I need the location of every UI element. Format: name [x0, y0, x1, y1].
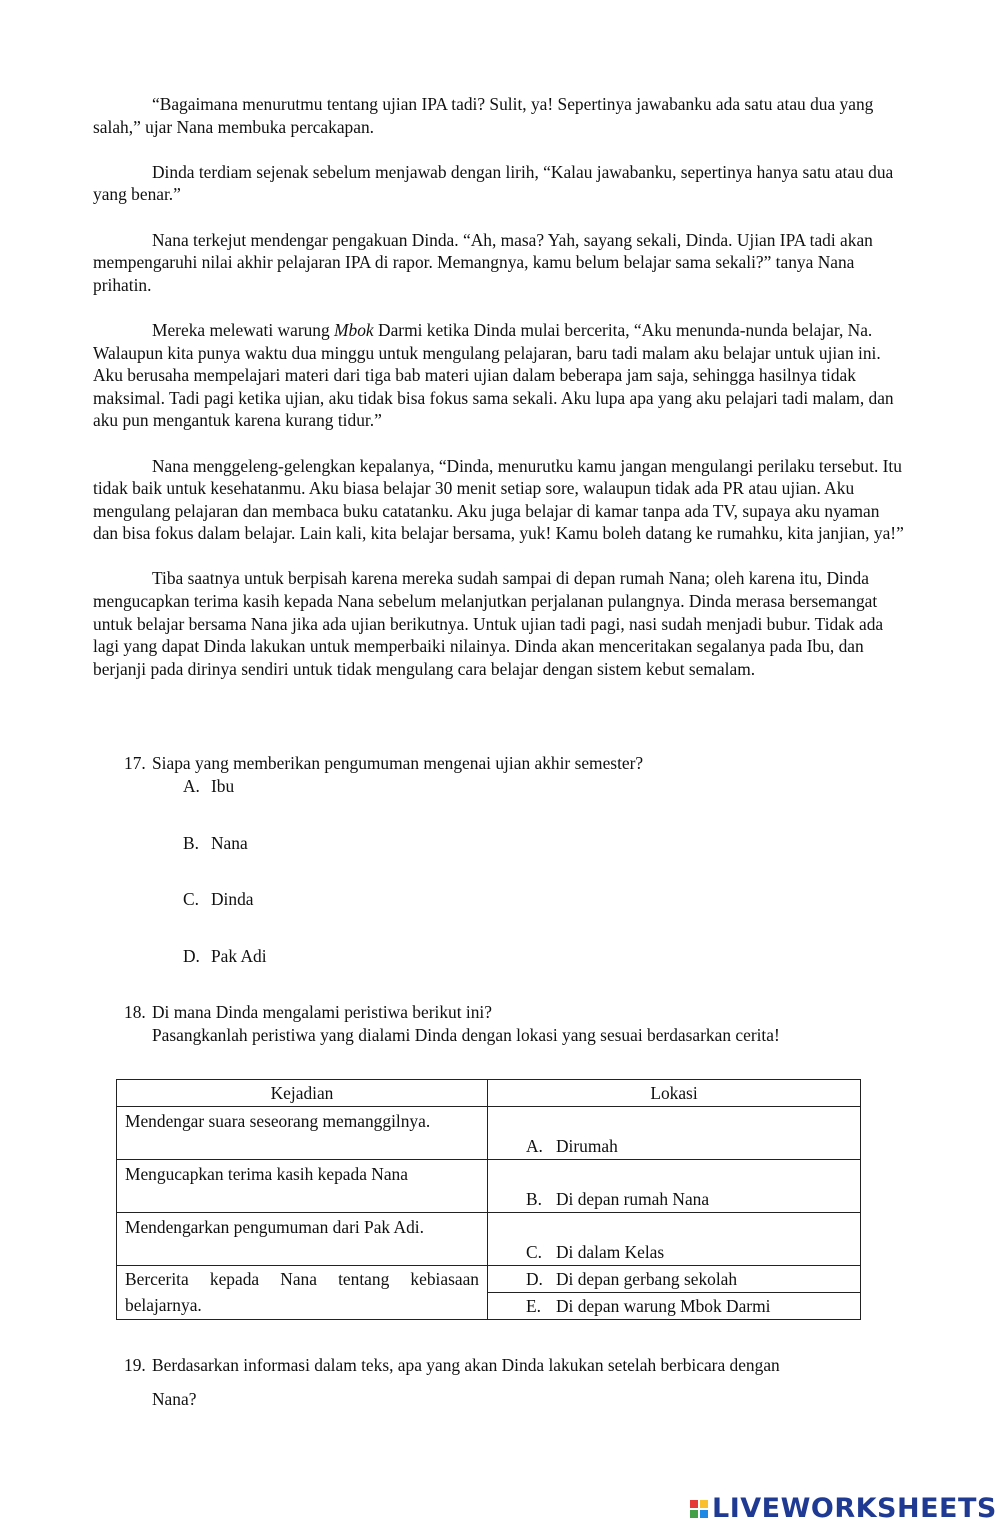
logo-block: [700, 1500, 708, 1508]
table-row: [117, 1160, 861, 1213]
option-d[interactable]: [183, 945, 267, 968]
location-e[interactable]: [488, 1293, 861, 1320]
option-text: Dinda: [211, 889, 254, 909]
location-c[interactable]: [488, 1213, 861, 1266]
event-3[interactable]: Mendengarkan pengumuman dari Pak Adi.: [117, 1213, 488, 1266]
table-row: [117, 1107, 861, 1160]
question-18-instruction: Pasangkanlah peristiwa yang dialami Dinda dengan lokasi yang sesuai berdasarkan cerita!: [152, 1025, 780, 1045]
event-2[interactable]: Mengucapkan terima kasih kepada Nana: [117, 1160, 488, 1213]
location-text: Di depan warung Mbok Darmi: [556, 1296, 771, 1316]
logo-block: [690, 1510, 698, 1518]
logo-text: LIVEWORKSHEETS: [712, 1492, 997, 1524]
option-text: Nana: [211, 833, 248, 853]
matching-table: [116, 1079, 861, 1320]
option-b[interactable]: [183, 832, 248, 855]
option-label: A.: [183, 776, 200, 796]
option-label: B.: [183, 833, 199, 853]
question-number: 19.: [124, 1355, 146, 1375]
question-18: [124, 1001, 884, 1024]
question-text: Siapa yang memberikan pengumuman mengenai ujian akhir semester?: [152, 753, 644, 773]
location-text: Di depan gerbang sekolah: [556, 1269, 738, 1289]
paragraph-4: [93, 319, 908, 432]
event-1[interactable]: Mendengar suara seseorang memanggilnya.: [117, 1107, 488, 1160]
logo-blocks-icon: [690, 1500, 708, 1518]
location-label: A.: [526, 1136, 543, 1156]
table-row: [117, 1266, 861, 1293]
logo-block: [700, 1510, 708, 1518]
question-17: [124, 752, 884, 775]
liveworksheets-logo: [690, 1494, 997, 1524]
table-header-row: [117, 1080, 861, 1107]
paragraph-2: Dinda terdiam sejenak sebelum menjawab dengan lirih, “Kalau jawabanku, sepertinya hanya satu atau dua yang benar.”: [93, 161, 894, 205]
option-text: Ibu: [211, 776, 235, 796]
location-d[interactable]: [488, 1266, 861, 1293]
location-label: B.: [526, 1189, 542, 1209]
question-text: Berdasarkan informasi dalam teks, apa yang akan Dinda lakukan setelah berbicara dengan: [152, 1355, 780, 1375]
paragraph-3: Nana terkejut mendengar pengakuan Dinda. “Ah, masa? Yah, sayang sekali, Dinda. Ujian IPA tadi akan mempengaruhi nilai akhir pelajaran IPA di rapor. Memangnya, kamu belum belajar sama sekali?” tanya Nana prihatin.: [93, 229, 873, 295]
paragraph-4-italic: Mbok: [334, 319, 374, 340]
option-text: Pak Adi: [211, 946, 267, 966]
question-number: 17.: [124, 753, 146, 773]
table-row: [117, 1213, 861, 1266]
location-text: Di dalam Kelas: [556, 1242, 665, 1262]
question-text: Di mana Dinda mengalami peristiwa berikut ini?: [152, 1002, 492, 1022]
option-label: C.: [183, 889, 199, 909]
header-kejadian: Kejadian: [117, 1080, 488, 1107]
location-label: C.: [526, 1242, 542, 1262]
option-c[interactable]: [183, 888, 254, 911]
header-lokasi: Lokasi: [488, 1080, 861, 1107]
question-19-continued: Nana?: [152, 1389, 197, 1409]
question-19: [124, 1354, 884, 1377]
story-passage: [93, 93, 908, 680]
paragraph-4-start: Mereka melewati warung: [152, 319, 335, 340]
event-4[interactable]: Bercerita kepada Nana tentang kebiasaan belajarnya.: [117, 1266, 488, 1320]
option-a[interactable]: [183, 775, 234, 798]
option-label: D.: [183, 946, 200, 966]
location-a[interactable]: [488, 1107, 861, 1160]
paragraph-4-rest: Darmi ketika Dinda mulai bercerita, “Aku menunda-nunda belajar, Na. Walaupun kita punya waktu dua minggu untuk mengulang pelajaran, baru tadi malam aku belajar untuk ujian ini. Aku berusaha mempelajari materi dari tiga bab materi ujian dalam beberapa jam saja, sehingga hasilnya tidak maksimal. Tadi pagi ketika ujian, aku tidak bisa fokus sama sekali. Aku lupa apa yang aku pelajari tadi malam, dan aku pun mengantuk karena kurang tidur.”: [93, 319, 894, 431]
question-number: 18.: [124, 1002, 146, 1022]
location-text: Di depan rumah Nana: [556, 1189, 710, 1209]
paragraph-1: “Bagaimana menurutmu tentang ujian IPA tadi? Sulit, ya! Sepertinya jawabanku ada satu atau dua yang salah,” ujar Nana membuka percakapan.: [93, 94, 874, 137]
logo-block: [690, 1500, 698, 1508]
location-label: D.: [526, 1269, 543, 1289]
location-label: E.: [526, 1296, 541, 1316]
paragraph-5: Nana menggeleng-gelengkan kepalanya, “Dinda, menurutku kamu jangan mengulangi perilaku tersebut. Itu tidak baik untuk kesehatanmu. Aku biasa belajar 30 menit setiap sore, walaupun tidak ada PR atau ujian. Aku mengulang pelajaran dan membaca buku catatanku. Aku juga belajar di kamar tanpa ada TV, supaya aku nyaman dan bisa fokus dalam belajar. Lain kali, kita belajar bersama, yuk! Kamu boleh datang ke rumahku, kita janjian, ya!”: [93, 455, 904, 544]
paragraph-6: Tiba saatnya untuk berpisah karena mereka sudah sampai di depan rumah Nana; oleh karena itu, Dinda mengucapkan terima kasih kepada Nana sebelum melanjutkan perjalanan pulangnya. Dinda merasa bersemangat untuk belajar bersama Nana jika ada ujian berikutnya. Untuk ujian tadi pagi, nasi sudah menjadi bubur. Tidak ada lagi yang dapat Dinda lakukan untuk memperbaiki nilainya. Dinda akan menceritakan segalanya pada Ibu, dan berjanji pada dirinya sendiri untuk tidak mengulang cara belajar dengan sistem kebut semalam.: [93, 568, 884, 679]
location-b[interactable]: [488, 1160, 861, 1213]
location-text: Dirumah: [556, 1136, 618, 1156]
